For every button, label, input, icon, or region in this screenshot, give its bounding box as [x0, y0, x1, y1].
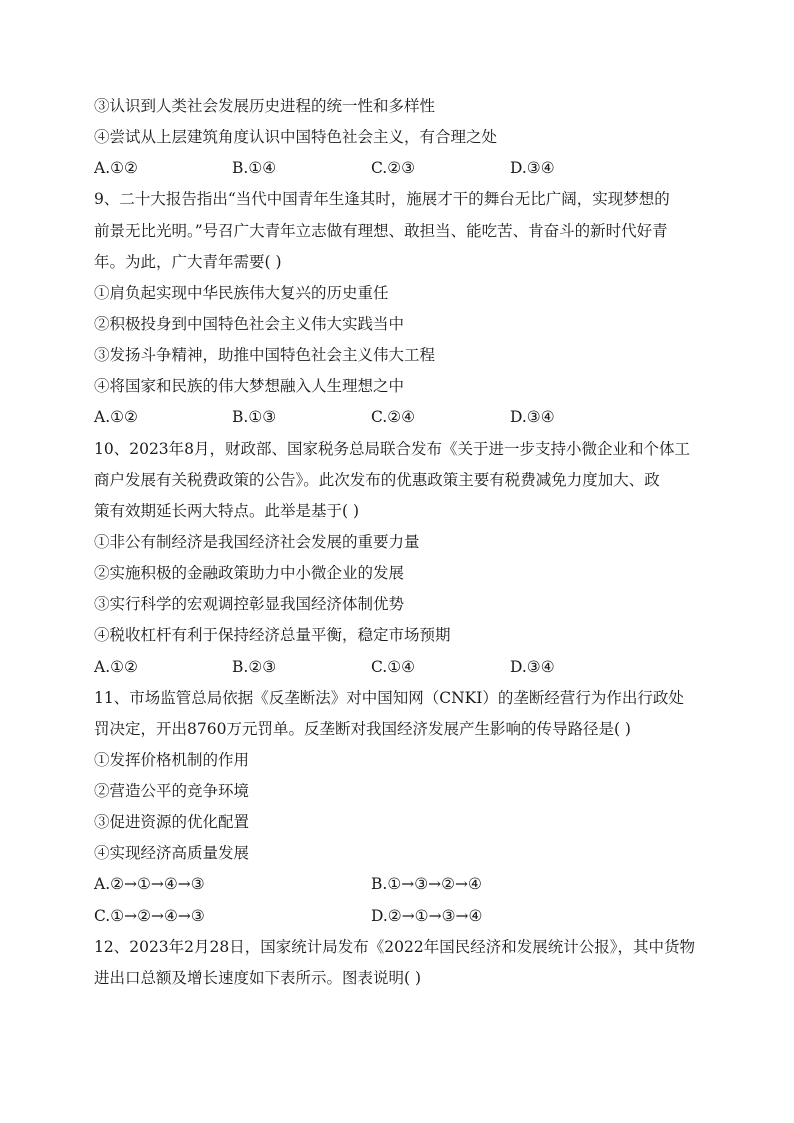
- q11-option-b: B.①→③→②→④: [371, 875, 482, 893]
- q9-stem-line-3: 年。为此，广大青年需要( ): [94, 253, 282, 271]
- q10-option-b: B.②③: [232, 658, 277, 676]
- q11-item-3: ③促进资源的优化配置: [94, 813, 250, 831]
- q10-item-4: ④税收杠杆有利于保持经济总量平衡，稳定市场预期: [94, 626, 451, 644]
- q9-item-4: ④将国家和民族的伟大梦想融入人生理想之中: [94, 377, 405, 395]
- q8-item-3: ③认识到人类社会发展历史进程的统一性和多样性: [94, 97, 436, 115]
- q9-item-1: ①肩负起实现中华民族伟大复兴的历史重任: [94, 284, 389, 302]
- q12-stem-line-1: 12、2023年2月28日，国家统计局发布《2022年国民经济和发展统计公报》，其中货物: [94, 938, 695, 956]
- q11-option-c: C.①→②→④→③: [94, 907, 205, 925]
- q9-option-a: A.①②: [94, 408, 138, 426]
- q10-item-1: ①非公有制经济是我国经济社会发展的重要力量: [94, 533, 420, 551]
- q8-item-4: ④尝试从上层建筑角度认识中国特色社会主义，有合理之处: [94, 128, 498, 146]
- q10-item-3: ③实行科学的宏观调控彰显我国经济体制优势: [94, 595, 405, 613]
- q10-item-2: ②实施积极的金融政策助力中小微企业的发展: [94, 564, 405, 582]
- q11-item-4: ④实现经济高质量发展: [94, 844, 250, 862]
- q8-option-b: B.①④: [232, 159, 277, 177]
- q9-option-b: B.①③: [232, 408, 277, 426]
- q10-option-d: D.③④: [510, 658, 555, 676]
- q10-stem-line-3: 策有效期延长两大特点。此举是基于( ): [94, 502, 360, 520]
- q11-item-2: ②营造公平的竞争环境: [94, 782, 250, 800]
- q10-stem-line-1: 10、2023年8月，财政部、国家税务总局联合发布《关于进一步支持小微企业和个体工: [94, 440, 691, 458]
- q9-item-3: ③发扬斗争精神，助推中国特色社会主义伟大工程: [94, 346, 436, 364]
- q8-option-a: A.①②: [94, 159, 138, 177]
- q11-option-d: D.②→①→③→④: [371, 907, 483, 925]
- q9-stem-line-2: 前景无比光明。”号召广大青年立志做有理想、敢担当、能吃苦、肯奋斗的新时代好青: [94, 222, 668, 240]
- q9-stem-line-1: 9、二十大报告指出“当代中国青年生逢其时，施展才干的舞台无比广阔，实现梦想的: [94, 190, 670, 208]
- q11-stem-line-2: 罚决定，开出8760万元罚单。反垄断对我国经济发展产生影响的传导路径是( ): [94, 720, 631, 738]
- q11-stem-line-1: 11、市场监管总局依据《反垄断法》对中国知网（CNKI）的垄断经营行为作出行政处: [94, 689, 684, 707]
- q9-item-2: ②积极投身到中国特色社会主义伟大实践当中: [94, 315, 405, 333]
- q11-option-a: A.②→①→④→③: [94, 875, 205, 893]
- q8-option-d: D.③④: [510, 159, 555, 177]
- q10-option-a: A.①②: [94, 658, 138, 676]
- q12-stem-line-2: 进出口总额及增长速度如下表所示。图表说明( ): [94, 969, 422, 987]
- q11-item-1: ①发挥价格机制的作用: [94, 751, 250, 769]
- q9-option-c: C.②④: [371, 408, 416, 426]
- q10-option-c: C.①④: [371, 658, 416, 676]
- q8-option-c: C.②③: [371, 159, 416, 177]
- q9-option-d: D.③④: [510, 408, 555, 426]
- q10-stem-line-2: 商户发展有关税费政策的公告》。此次发布的优惠政策主要有税费减免力度加大、政: [94, 471, 660, 489]
